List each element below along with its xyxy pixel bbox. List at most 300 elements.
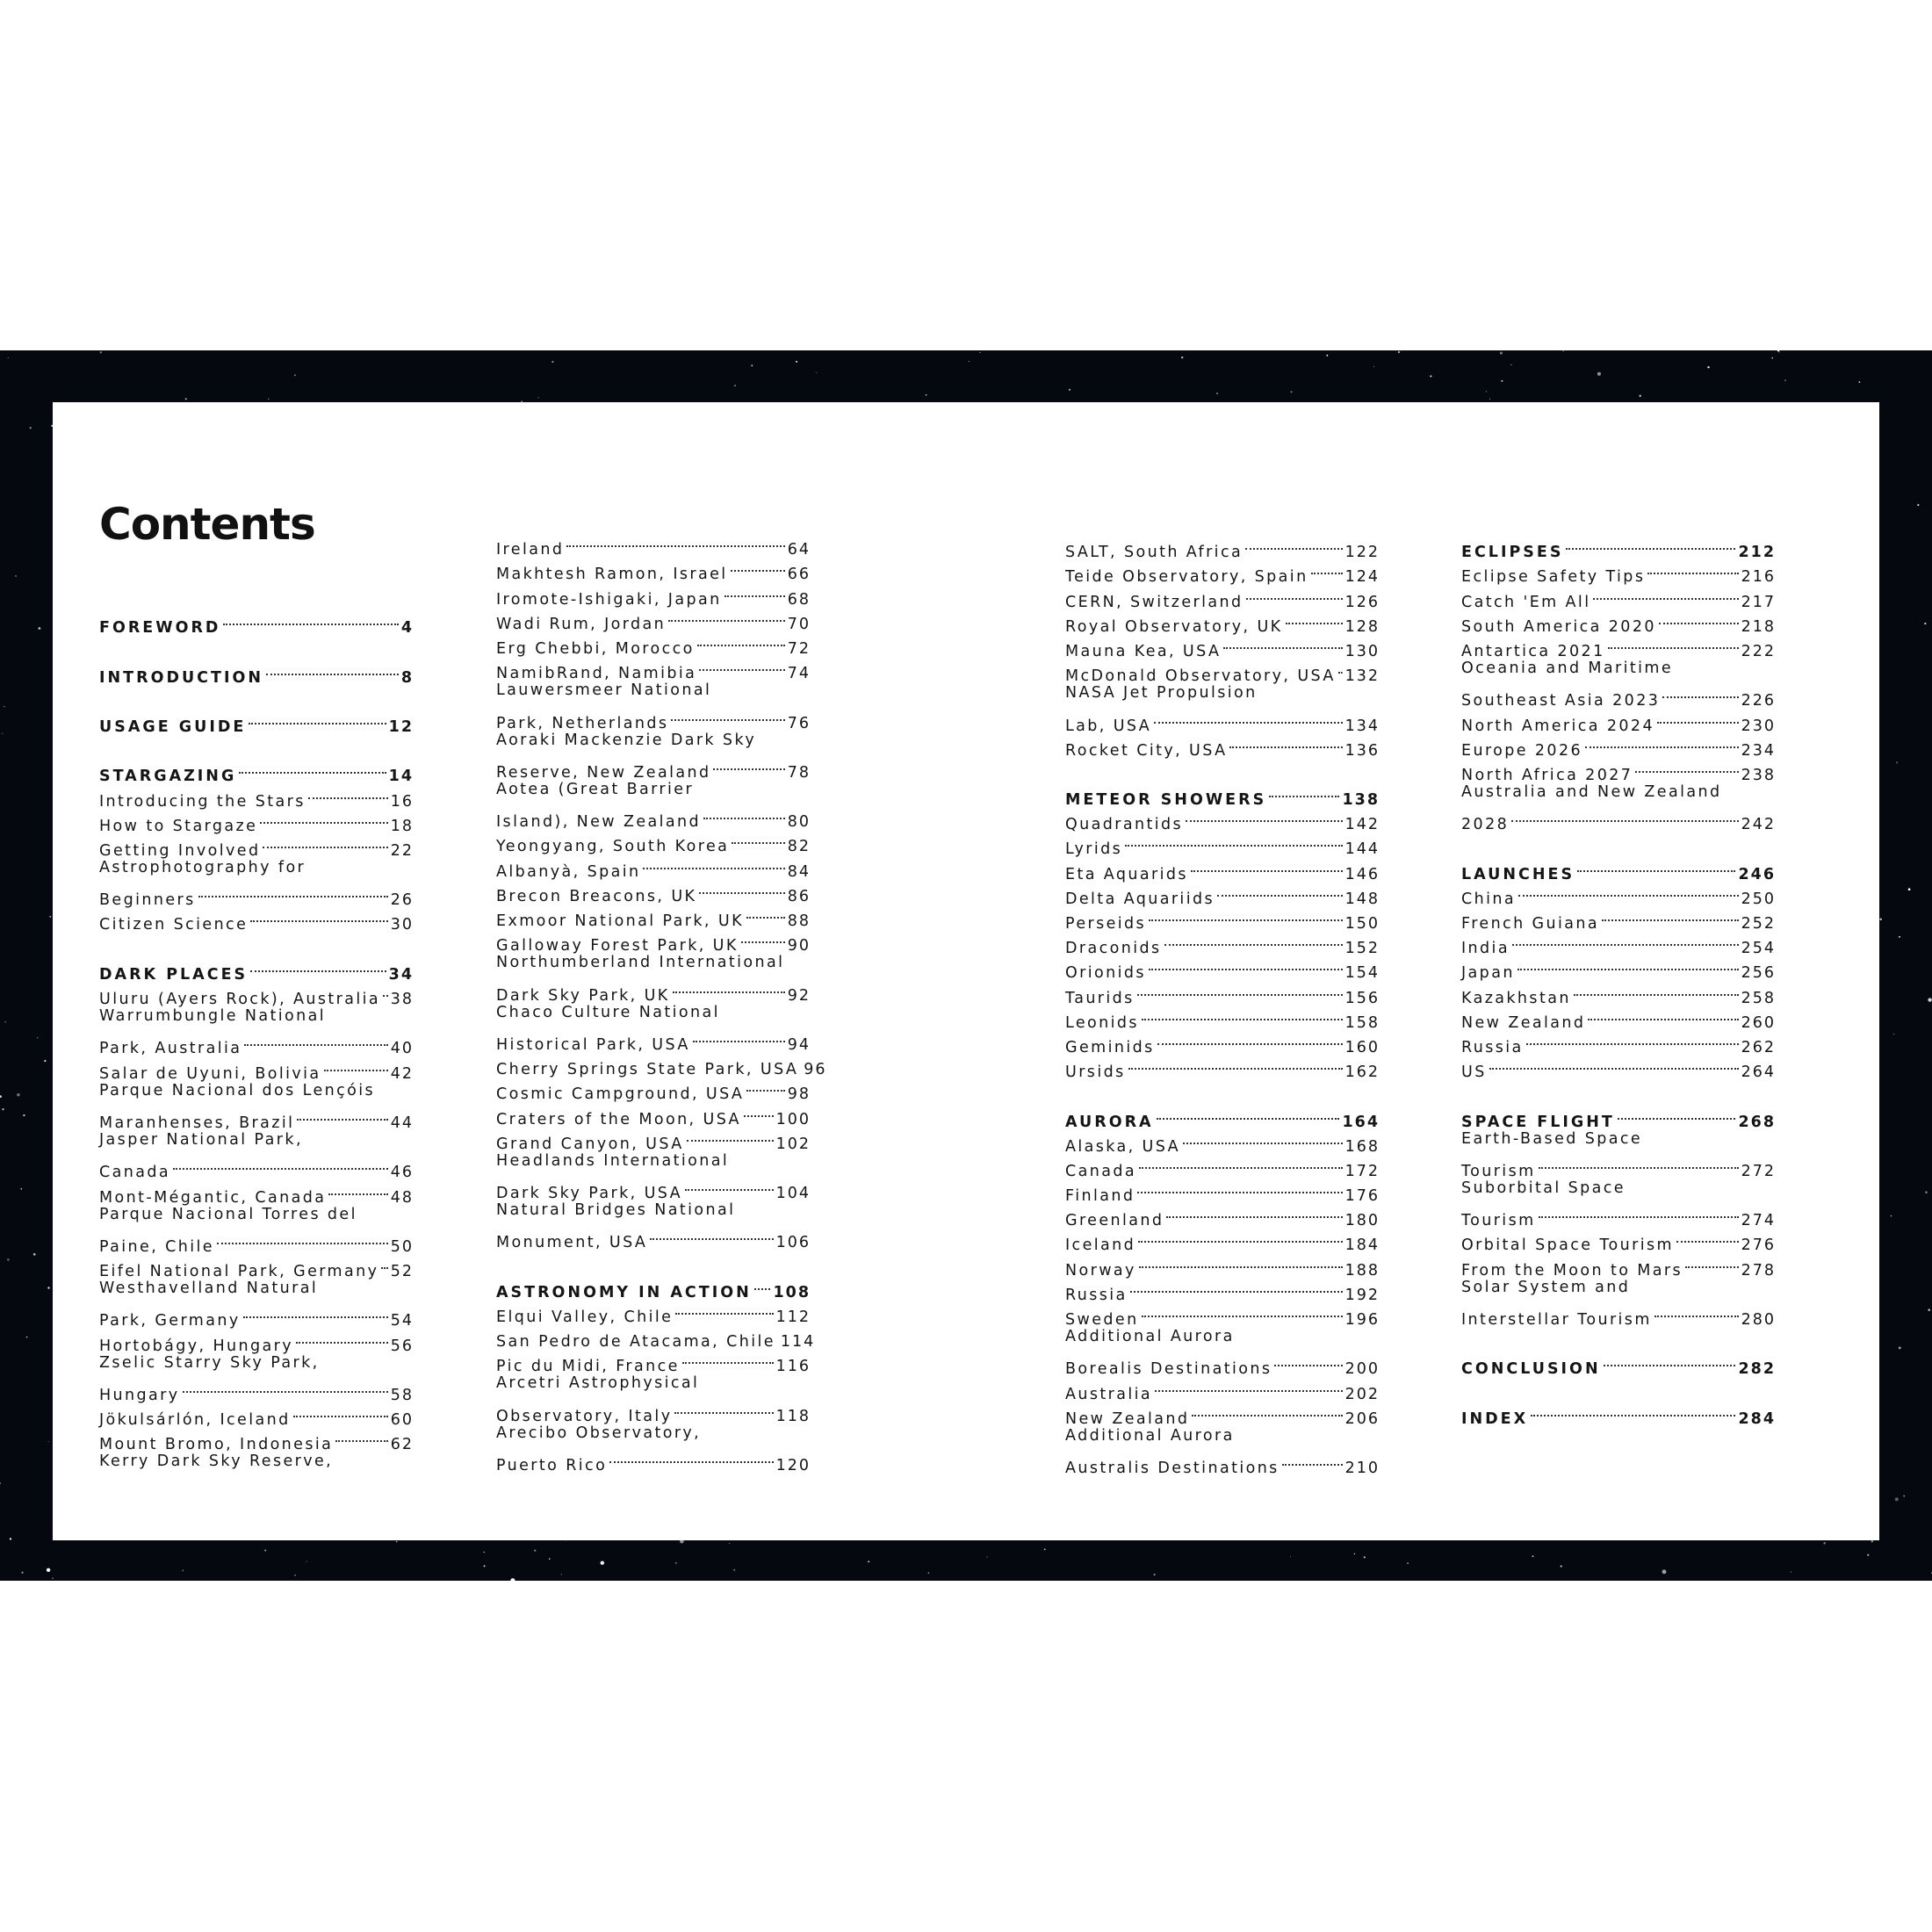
toc-entry	[496, 728, 811, 753]
toc-page-number: 282	[1738, 1360, 1776, 1379]
toc-entry-label: Yeongyang, South Korea	[496, 838, 730, 856]
toc-entry	[496, 1173, 811, 1203]
dot-leader	[673, 975, 785, 999]
dot-leader	[1311, 557, 1343, 581]
toc-entry	[496, 802, 811, 832]
toc-entry-label: Quadrantids	[1065, 816, 1184, 834]
dot-leader	[328, 1177, 387, 1201]
toc-entry-label: SALT, South Africa	[1065, 544, 1244, 562]
dot-leader	[173, 1152, 388, 1177]
dot-leader	[1282, 1448, 1343, 1473]
toc-section-heading	[1461, 1399, 1776, 1428]
toc-entry-label: Lauwersmeer National	[496, 681, 712, 700]
toc-entry	[99, 1078, 414, 1103]
toc-entry	[1461, 681, 1776, 710]
toc-entry-label: Norway	[1065, 1261, 1136, 1280]
toc-entry	[99, 1152, 414, 1182]
toc-entry	[1065, 1448, 1380, 1478]
dot-leader	[1274, 1349, 1342, 1373]
toc-page-number: 68	[787, 590, 811, 609]
dot-leader	[1223, 631, 1342, 656]
toc-page-number: 172	[1344, 1162, 1380, 1180]
toc-page-number: 62	[390, 1436, 414, 1454]
toc-entry-label: Australia	[1065, 1385, 1153, 1403]
toc-page-number: 184	[1344, 1236, 1380, 1255]
toc-column-3	[1065, 532, 1380, 1478]
toc-page-number: 278	[1741, 1261, 1776, 1280]
toc-entry-label: Draconids	[1065, 940, 1162, 958]
toc-entry	[496, 1149, 811, 1173]
toc-page-number: 252	[1741, 915, 1776, 933]
toc-page-number: 130	[1344, 642, 1380, 660]
toc-page-number: 100	[775, 1110, 811, 1128]
dot-leader	[650, 1222, 773, 1247]
toc-entry-label: Orionids	[1065, 964, 1146, 983]
toc-entry-label: Albanyà, Spain	[496, 862, 641, 881]
dot-leader	[1608, 631, 1739, 656]
toc-entry-label: Southeast Asia 2023	[1461, 692, 1661, 710]
toc-entry-label: Mount Bromo, Indonesia	[99, 1436, 334, 1454]
dot-leader	[1517, 953, 1739, 977]
toc-page-number: 218	[1741, 617, 1776, 636]
toc-page-number: 164	[1342, 1113, 1380, 1131]
toc-page-number: 134	[1344, 717, 1380, 735]
toc-entry-label: Finland	[1065, 1187, 1135, 1206]
toc-entry-label: Earth-Based Space	[1461, 1129, 1643, 1148]
dot-leader	[671, 703, 784, 727]
toc-entry-label: Island), New Zealand	[496, 813, 702, 832]
toc-entry	[1065, 705, 1380, 735]
toc-page-number: 64	[787, 541, 811, 559]
toc-entry-label: Solar System and	[1461, 1278, 1631, 1296]
dot-leader	[643, 851, 784, 876]
dot-leader	[1155, 1373, 1343, 1398]
toc-entry-label: Alaska, USA	[1065, 1137, 1180, 1156]
toc-entry-label: Russia	[1065, 1286, 1128, 1304]
toc-entry-label: Westhavelland Natural	[99, 1280, 319, 1298]
toc-page-number: 142	[1344, 816, 1380, 834]
dot-leader	[324, 1053, 388, 1078]
toc-entry	[496, 1000, 811, 1025]
toc-entry-label: Arcetri Astrophysical	[496, 1374, 700, 1393]
toc-entry-label: INDEX	[1461, 1409, 1529, 1428]
toc-entry-label: North America 2024	[1461, 717, 1654, 735]
toc-entry	[99, 880, 414, 910]
toc-page-number: 176	[1344, 1187, 1380, 1206]
toc-entry	[1461, 1200, 1776, 1230]
toc-page-number: 188	[1344, 1261, 1380, 1280]
dot-leader	[1164, 928, 1343, 953]
toc-page-number: 22	[390, 841, 414, 860]
toc-entry-label: Exmoor National Park, UK	[496, 912, 744, 930]
toc-entry-label: Makhtesh Ramon, Israel	[496, 566, 728, 584]
toc-entry-label: Astrophotography for	[99, 858, 306, 876]
dot-leader	[724, 579, 785, 603]
dot-leader	[1286, 607, 1343, 631]
toc-entry	[99, 1375, 414, 1404]
toc-entry-label: New Zealand	[1461, 1013, 1586, 1032]
dot-leader	[1512, 928, 1739, 953]
toc-entry-label: Mauna Kea, USA	[1065, 642, 1222, 660]
toc-entry-label: Perseids	[1065, 915, 1147, 933]
toc-page-number: 138	[1342, 791, 1380, 810]
toc-page-number: 154	[1344, 964, 1380, 983]
toc-page-number: 60	[390, 1411, 414, 1430]
toc-page-number: 90	[787, 937, 811, 955]
dot-leader	[1149, 904, 1343, 928]
toc-page-number: 58	[390, 1387, 414, 1404]
dot-leader	[244, 1028, 387, 1053]
dot-leader	[1526, 1027, 1739, 1052]
toc-entry	[496, 530, 811, 559]
toc-entry-label: South America 2020	[1461, 617, 1656, 636]
toc-page-number: 70	[787, 615, 811, 633]
toc-entry-label: Beginners	[99, 891, 196, 910]
toc-page-number: 268	[1738, 1113, 1776, 1131]
toc-entry-label: Cherry Springs State Park, USA	[496, 1061, 799, 1079]
toc-entry-label: SPACE FLIGHT	[1461, 1113, 1615, 1131]
toc-entry-label: Delta Aquariids	[1065, 890, 1215, 908]
toc-entry	[496, 1222, 811, 1252]
toc-entry	[496, 753, 811, 782]
toc-entry-label: Tourism	[1461, 1162, 1536, 1180]
toc-page-number: 46	[390, 1164, 414, 1182]
toc-section-heading	[99, 756, 414, 786]
toc-entry-label: Antartica 2021	[1461, 642, 1605, 660]
toc-entry	[496, 950, 811, 975]
dot-leader	[1157, 1101, 1340, 1126]
toc-page-number: 78	[787, 763, 811, 782]
toc-entry-label: Teide Observatory, Spain	[1065, 568, 1308, 587]
toc-entry-label: Lab, USA	[1065, 717, 1152, 735]
dot-leader	[746, 1074, 784, 1099]
toc-entry-label: NASA Jet Propulsion	[1065, 684, 1258, 703]
dot-leader	[682, 1346, 774, 1371]
dot-leader	[1511, 804, 1738, 829]
toc-entry-label: Hortobágy, Hungary	[99, 1337, 293, 1355]
dot-leader	[746, 901, 785, 926]
toc-entry-label: Zselic Starry Sky Park,	[99, 1353, 320, 1372]
toc-entry	[1461, 1300, 1776, 1329]
page-title: Contents	[99, 499, 315, 550]
toc-entry-label: Kerry Dark Sky Reserve,	[99, 1453, 334, 1471]
toc-page-number: 118	[775, 1407, 811, 1425]
dot-leader	[609, 1445, 773, 1470]
toc-page-number: 114	[780, 1333, 816, 1352]
toc-entry-label: Maranhenses, Brazil	[99, 1114, 295, 1132]
toc-page-number: 146	[1344, 865, 1380, 883]
toc-page-number: 82	[787, 838, 811, 856]
toc-page-number: 38	[390, 991, 414, 1008]
dot-leader	[1585, 731, 1739, 755]
toc-entry-label: Observatory, Italy	[496, 1407, 673, 1425]
toc-entry-label: Leonids	[1065, 1013, 1139, 1032]
toc-page-number: 200	[1344, 1360, 1380, 1379]
toc-entry-label: Historical Park, USA	[496, 1035, 690, 1054]
dot-leader	[693, 1025, 785, 1049]
dot-leader	[1217, 879, 1343, 904]
toc-page-number: 80	[787, 813, 811, 832]
toc-entry	[496, 1025, 811, 1054]
toc-entry-label: Northumberland International	[496, 954, 785, 972]
toc-entry-label: Iromote-Ishigaki, Japan	[496, 590, 722, 609]
toc-page-number: 52	[390, 1263, 414, 1281]
toc-entry	[496, 1396, 811, 1425]
dot-leader	[1192, 1399, 1342, 1424]
toc-entry-label: Kazakhstan	[1461, 989, 1571, 1007]
toc-section-heading	[1461, 854, 1776, 883]
dot-leader	[741, 926, 785, 950]
toc-page-number: 156	[1344, 989, 1380, 1007]
toc-column-2	[496, 530, 827, 1475]
dot-leader	[250, 905, 387, 929]
toc-entry-label: Natural Bridges National	[496, 1201, 736, 1220]
dot-leader	[250, 955, 386, 979]
toc-page-number: 150	[1344, 915, 1380, 933]
toc-page-number: 148	[1344, 890, 1380, 908]
toc-page-number: 216	[1741, 568, 1776, 587]
toc-entry	[1065, 1349, 1380, 1379]
toc-section-heading	[99, 707, 414, 736]
toc-section-heading	[99, 608, 414, 638]
toc-page-number: 262	[1741, 1038, 1776, 1056]
toc-entry-label: Aotea (Great Barrier	[496, 780, 695, 798]
toc-entry-label: Park, Germany	[99, 1312, 241, 1330]
toc-page-number: 246	[1738, 865, 1776, 883]
dot-leader	[1574, 977, 1739, 1002]
toc-entry-label: Erg Chebbi, Morocco	[496, 639, 695, 658]
toc-page-number: 280	[1741, 1311, 1776, 1329]
toc-page-number: 4	[400, 619, 414, 638]
toc-page-number: 106	[775, 1234, 811, 1252]
toc-page-number: 272	[1741, 1162, 1776, 1180]
toc-page-number: 230	[1741, 717, 1776, 735]
dot-leader	[1246, 581, 1343, 606]
toc-page-number: 122	[1344, 544, 1380, 562]
toc-page-number: 217	[1741, 593, 1776, 611]
dot-leader	[297, 1103, 387, 1128]
toc-entry-label: Sweden	[1065, 1311, 1139, 1329]
toc-section-heading	[99, 955, 414, 984]
dot-leader	[1635, 755, 1738, 780]
dot-leader	[1186, 804, 1343, 829]
dot-leader	[1183, 1127, 1343, 1151]
toc-page-number: 112	[775, 1308, 811, 1326]
toc-entry-label: Warrumbungle National	[99, 1007, 327, 1025]
toc-page-number: 96	[804, 1061, 827, 1079]
toc-entry	[1461, 804, 1776, 834]
toc-entry-label: FOREWORD	[99, 619, 221, 638]
toc-page-number: 8	[400, 668, 414, 687]
toc-page-number: 158	[1344, 1013, 1380, 1032]
toc-page-number: 132	[1344, 667, 1380, 686]
dot-leader	[1654, 1300, 1739, 1324]
toc-entry-label: Australia and New Zealand	[1461, 782, 1722, 801]
toc-entry-label: Canada	[99, 1164, 170, 1182]
toc-entry	[1065, 1324, 1380, 1349]
toc-entry-label: French Guiana	[1461, 915, 1599, 933]
toc-page-number: 212	[1738, 544, 1776, 562]
dot-leader	[668, 604, 785, 629]
toc-entry-label: Iceland	[1065, 1236, 1136, 1255]
toc-page-number: 54	[390, 1312, 414, 1330]
dot-leader	[260, 806, 387, 831]
toc-entry-label: India	[1461, 940, 1510, 958]
toc-entry	[99, 1103, 414, 1132]
dot-leader	[1685, 1250, 1739, 1274]
toc-page-number: 124	[1344, 568, 1380, 587]
toc-entry	[1065, 532, 1380, 562]
dot-leader	[223, 608, 398, 632]
toc-column-4	[1461, 532, 1776, 1428]
dot-leader	[296, 1325, 388, 1350]
toc-entry-label: Reserve, New Zealand	[496, 763, 711, 782]
toc-page-number: 56	[390, 1337, 414, 1355]
toc-entry-label: Parque Nacional Torres del	[99, 1205, 357, 1223]
toc-entry-label: Borealis Destinations	[1065, 1360, 1272, 1379]
contents-page	[53, 402, 1879, 1540]
dot-leader	[1566, 532, 1735, 557]
toc-entry-label: Craters of the Moon, USA	[496, 1110, 741, 1128]
dot-leader	[566, 530, 784, 554]
toc-entry-label: Ursids	[1065, 1063, 1126, 1082]
toc-page-number: 102	[775, 1135, 811, 1153]
toc-entry-label: Pic du Midi, France	[496, 1358, 680, 1376]
toc-entry	[99, 1227, 414, 1256]
dot-leader	[685, 1173, 774, 1198]
toc-entry-label: Wadi Rum, Jordan	[496, 615, 667, 633]
dot-leader	[293, 1400, 388, 1424]
dot-leader	[381, 1251, 387, 1276]
dot-leader	[1489, 1052, 1739, 1077]
toc-entry-label: Citizen Science	[99, 916, 249, 934]
toc-entry-label: Arecibo Observatory,	[496, 1424, 702, 1442]
toc-page-number: 256	[1741, 964, 1776, 983]
toc-page-number: 88	[787, 912, 811, 930]
dot-leader	[1657, 705, 1739, 730]
toc-entry	[99, 1449, 414, 1474]
toc-page-number: 152	[1344, 940, 1380, 958]
toc-entry	[1461, 780, 1776, 804]
dot-leader	[1676, 1225, 1739, 1250]
dot-leader	[703, 802, 785, 826]
toc-entry-label: Eta Aquarids	[1065, 865, 1188, 883]
dot-leader	[1137, 1176, 1342, 1200]
toc-entry	[1461, 656, 1776, 681]
toc-entry-label: US	[1461, 1063, 1487, 1082]
toc-entry	[496, 1198, 811, 1222]
toc-entry-label: Lyrids	[1065, 840, 1123, 859]
toc-entry-label: McDonald Observatory, USA	[1065, 667, 1336, 686]
toc-entry-label: Chaco Culture National	[496, 1003, 720, 1021]
toc-entry	[99, 1351, 414, 1375]
toc-page-number: 160	[1344, 1038, 1380, 1056]
dot-leader	[217, 1227, 388, 1251]
toc-page-number: 202	[1344, 1385, 1380, 1403]
toc-entry-label: Additional Aurora	[1065, 1426, 1235, 1445]
toc-entry-label: LAUNCHES	[1461, 865, 1575, 883]
dot-leader	[1191, 854, 1343, 878]
dot-leader	[198, 880, 388, 905]
toc-entry-label: Europe 2026	[1461, 741, 1583, 760]
dot-leader	[674, 1396, 773, 1421]
toc-entry-label: Park, Australia	[99, 1040, 242, 1058]
dot-leader	[183, 1375, 388, 1400]
toc-entry-label: Catch 'Em All	[1461, 593, 1591, 611]
toc-entry-label: Headlands International	[496, 1151, 730, 1170]
toc-entry-label: Australis Destinations	[1065, 1460, 1280, 1478]
toc-entry-label: Geminids	[1065, 1038, 1155, 1056]
toc-entry-label: Orbital Space Tourism	[1461, 1236, 1674, 1255]
toc-section-heading	[1065, 1101, 1380, 1131]
dot-leader	[687, 1124, 774, 1149]
toc-entry	[99, 1128, 414, 1152]
toc-page-number: 92	[787, 986, 811, 1005]
toc-entry	[1461, 1052, 1776, 1082]
toc-section-heading	[1461, 1101, 1776, 1131]
dot-leader	[1618, 1101, 1736, 1126]
toc-page-number: 104	[775, 1185, 811, 1203]
dot-leader	[1602, 904, 1739, 928]
toc-section-heading	[1461, 1349, 1776, 1379]
toc-entry-label: Mont-Mégantic, Canada	[99, 1188, 327, 1207]
toc-entry-label: INTRODUCTION	[99, 668, 263, 687]
toc-entry-label: Jökulsárlón, Iceland	[99, 1411, 291, 1430]
dot-leader	[1166, 1200, 1342, 1225]
dot-leader	[1128, 1052, 1343, 1077]
toc-page-number: 222	[1741, 642, 1776, 660]
toc-entry-label: Dark Sky Park, UK	[496, 986, 670, 1005]
toc-page-number: 254	[1741, 940, 1776, 958]
toc-page-number: 126	[1344, 593, 1380, 611]
toc-entry-label: Hungary	[99, 1387, 180, 1404]
dot-leader	[1157, 1027, 1343, 1052]
dot-leader	[1142, 1300, 1343, 1324]
dot-leader	[732, 826, 784, 851]
toc-page-number: 242	[1741, 816, 1776, 834]
toc-entry-label: Interstellar Tourism	[1461, 1311, 1652, 1329]
dot-leader	[1531, 1399, 1735, 1424]
toc-entry	[1461, 1275, 1776, 1300]
toc-entry	[496, 703, 811, 732]
dot-leader	[697, 629, 785, 653]
toc-entry-label: Canada	[1065, 1162, 1136, 1180]
dot-leader	[699, 876, 784, 901]
dot-leader	[1137, 977, 1343, 1002]
toc-page-number: 284	[1738, 1409, 1776, 1428]
dot-leader	[1229, 731, 1342, 755]
dot-leader	[383, 979, 388, 1004]
toc-entry-label: CONCLUSION	[1461, 1360, 1601, 1379]
toc-entry	[496, 678, 811, 703]
toc-entry-label: How to Stargaze	[99, 817, 258, 835]
toc-entry-label: Royal Observatory, UK	[1065, 617, 1283, 636]
toc-entry-label: San Pedro de Atacama, Chile	[496, 1333, 775, 1352]
dot-leader	[1139, 1250, 1343, 1274]
toc-entry-label: ECLIPSES	[1461, 544, 1564, 562]
toc-page-number: 250	[1741, 890, 1776, 908]
toc-entry-label: ASTRONOMY IN ACTION	[496, 1283, 752, 1301]
dot-leader	[731, 554, 785, 579]
dot-leader	[1139, 1151, 1343, 1176]
dot-leader	[1593, 581, 1738, 606]
toc-section-heading	[99, 657, 414, 687]
dot-leader	[1138, 1225, 1342, 1250]
toc-entry	[1461, 1151, 1776, 1180]
toc-page-number: 40	[390, 1040, 414, 1058]
toc-page-number: 12	[388, 717, 414, 736]
dot-leader	[1577, 854, 1735, 878]
